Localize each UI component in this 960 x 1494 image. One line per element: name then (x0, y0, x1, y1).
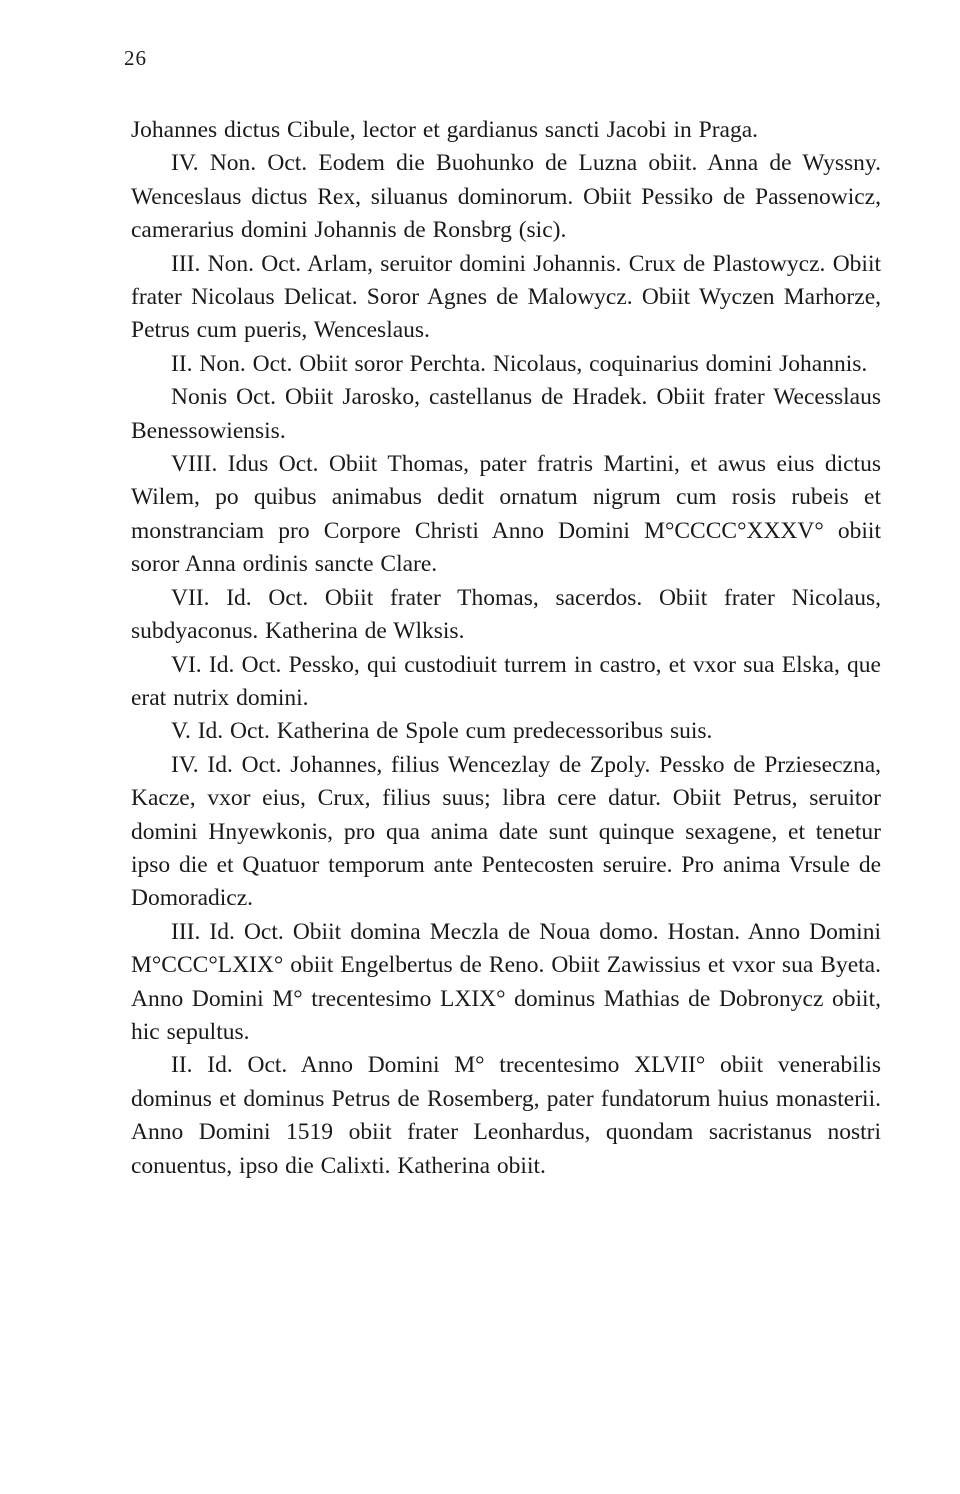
paragraph: V. Id. Oct. Katherina de Spole cum predecessoribus suis. (171, 718, 713, 745)
paragraph: Johannes dictus Cibule, lector et gardianus sancti Jacobi in Praga. (131, 117, 759, 143)
paragraph: II. Non. Oct. Obiit soror Perchta. Nicolaus, coquinarius domini Johannis. (171, 350, 868, 377)
paragraph: III. Id. Oct. Obiit domina Meczla de Noua domo. Hostan. Anno Domini M°CCC°LXIX° obiit Engelbertus de Reno. Obiit Zawissius et vxor sua Byeta. Anno Domini M° trecentesimo LXIX° dominus Mathias de Dobronycz obiit, hic sepultus. (131, 918, 881, 1045)
paragraph: VIII. Idus Oct. Obiit Thomas, pater fratris Martini, et awus eius dictus Wilem, po quibus animabus dedit ornatum nigrum cum rosis rubeis et monstranciam pro Corpore Christi Anno Domini M°CCCC°XXXV° obiit soror Anna ordinis sancte Clare. (131, 451, 881, 578)
page-number: 26 (124, 46, 147, 70)
paragraph: IV. Id. Oct. Johannes, filius Wencezlay de Zpoly. Pessko de Przieseczna, Kacze, vxor eius, Crux, filius suus; libra cere datur. Obiit Petrus, seruitor domini Hnyewkonis, pro qua anima date sunt quinque sexagene, et tenetur ipso die et Quatuor temporum ante Pentecosten seruire. Pro anima Vrsule de Domoradicz. (131, 751, 881, 912)
paragraph: IV. Non. Oct. Eodem die Buohunko de Luzna obiit. Anna de Wyssny. Wenceslaus dictus Rex, siluanus dominorum. Obiit Pessiko de Passenowicz, camerarius domini Johannis de Ronsbrg (sic). (131, 150, 881, 244)
paragraph: III. Non. Oct. Arlam, seruitor domini Johannis. Crux de Plastowycz. Obiit frater Nicolaus Delicat. Soror Agnes de Malowycz. Obiit Wyczen Marhorze, Petrus cum pueris, Wenceslaus. (131, 250, 881, 344)
body-text (131, 114, 881, 1183)
paragraph: VII. Id. Oct. Obiit frater Thomas, sacerdos. Obiit frater Nicolaus, subdyaconus. Katherina de Wlksis. (131, 584, 881, 645)
paragraph: VI. Id. Oct. Pessko, qui custodiuit turrem in castro, et vxor sua Elska, que erat nutrix domini. (131, 651, 881, 711)
paragraph: II. Id. Oct. Anno Domini M° trecentesimo XLVII° obiit venerabilis dominus et dominus Petrus de Rosemberg, pater fundatorum huius monasterii. Anno Domini 1519 obiit frater Leonhardus, quondam sacristanus nostri conuentus, ipso die Calixti. Katherina obiit. (131, 1052, 881, 1179)
paragraph: Nonis Oct. Obiit Jarosko, castellanus de Hradek. Obiit frater Wecesslaus Benessowiensis. (131, 384, 881, 444)
